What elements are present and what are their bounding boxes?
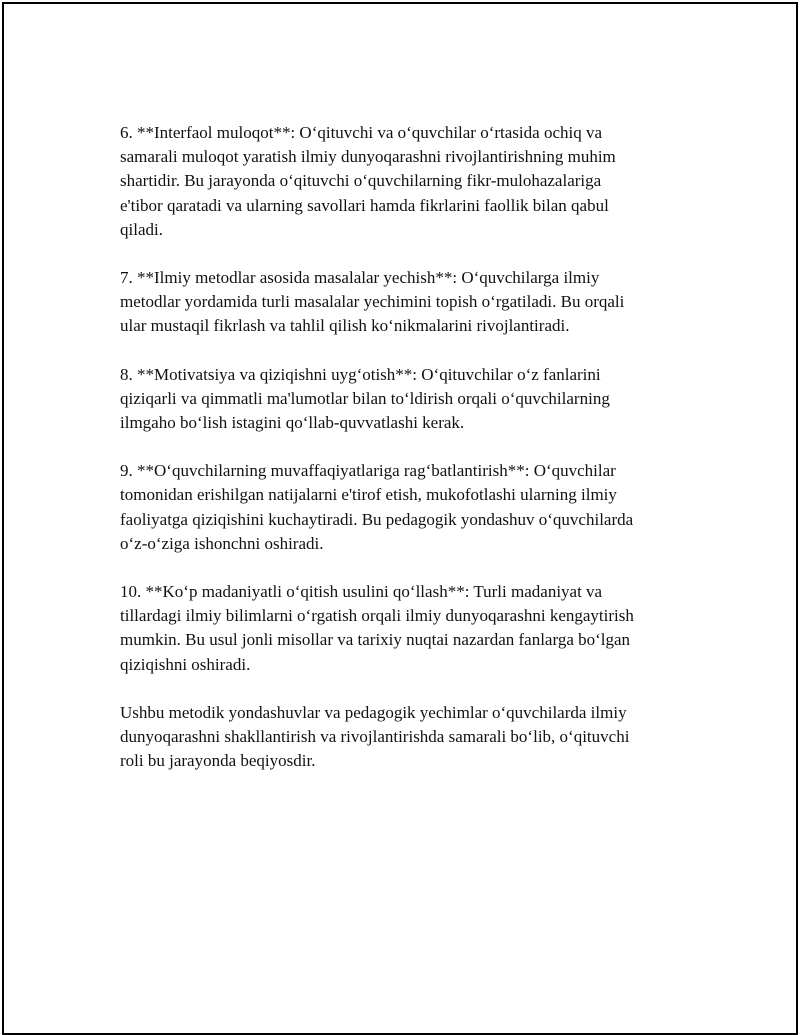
text-line: e'tibor qaratadi va ularning savollari hamda fikrlarini faollik bilan qabul [120, 195, 609, 215]
text-line: qiziqishni oshiradi. [120, 654, 251, 674]
text-line: tomonidan erishilgan natijalarni e'tirof etish, mukofotlashi ularning ilmiy [120, 485, 617, 505]
text-line: qiziqarli va qimmatli ma'lumotlar bilan to‘ldirish orqali o‘quvchilarning [120, 388, 610, 408]
page-frame [2, 2, 798, 1035]
paragraph-scientific-methods [120, 266, 700, 339]
paragraph-motivation [120, 363, 700, 436]
text-line: shartidir. Bu jarayonda o‘qituvchi o‘quvchilarning fikr-mulohazalariga [120, 171, 602, 191]
text-line: 7. **Ilmiy metodlar asosida masalalar yechish**: O‘quvchilarga ilmiy [120, 268, 600, 288]
text-line: metodlar yordamida turli masalalar yechimini topish o‘rgatiladi. Bu orqali [120, 292, 625, 312]
text-line: qiladi. [120, 219, 163, 239]
text-line: 10. **Ko‘p madaniyatli o‘qitish usulini qo‘llash**: Turli madaniyat va [120, 582, 603, 602]
text-line: 6. **Interfaol muloqot**: O‘qituvchi va o‘quvchilar o‘rtasida ochiq va [120, 123, 603, 142]
text-line: 8. **Motivatsiya va qiziqishni uyg‘otish**: O‘qituvchilar o‘z fanlarini [120, 364, 601, 384]
text-line: tillardagi ilmiy bilimlarni o‘rgatish orqali ilmiy dunyoqarashni kengaytirish [120, 606, 634, 626]
text-line: dunyoqarashni shakllantirish va rivojlantirishda samarali bo‘lib, o‘qituvchi [120, 727, 630, 747]
text-line: o‘z-o‘ziga ishonchni oshiradi. [120, 533, 324, 553]
paragraph-interactive-dialogue [120, 121, 700, 242]
text-line: roli bu jarayonda beqiyosdir. [120, 751, 316, 771]
paragraph-encouragement [120, 459, 700, 556]
text-line: 9. **O‘quvchilarning muvaffaqiyatlariga rag‘batlantirish**: O‘quvchilar [120, 461, 616, 481]
text-line: ilmgaho bo‘lish istagini qo‘llab-quvvatlashi kerak. [120, 413, 465, 433]
paragraph-multicultural [120, 580, 700, 677]
document-body [120, 121, 700, 797]
text-line: faoliyatga qiziqishini kuchaytiradi. Bu pedagogik yondashuv o‘quvchilarda [120, 509, 634, 529]
paragraph-conclusion [120, 701, 700, 774]
text-line: samarali muloqot yaratish ilmiy dunyoqarashni rivojlantirishning muhim [120, 147, 616, 167]
text-line: mumkin. Bu usul jonli misollar va tarixiy nuqtai nazardan fanlarga bo‘lgan [120, 630, 631, 650]
text-line: ular mustaqil fikrlash va tahlil qilish ko‘nikmalarini rivojlantiradi. [120, 316, 570, 336]
text-line: Ushbu metodik yondashuvlar va pedagogik yechimlar o‘quvchilarda ilmiy [120, 702, 627, 722]
